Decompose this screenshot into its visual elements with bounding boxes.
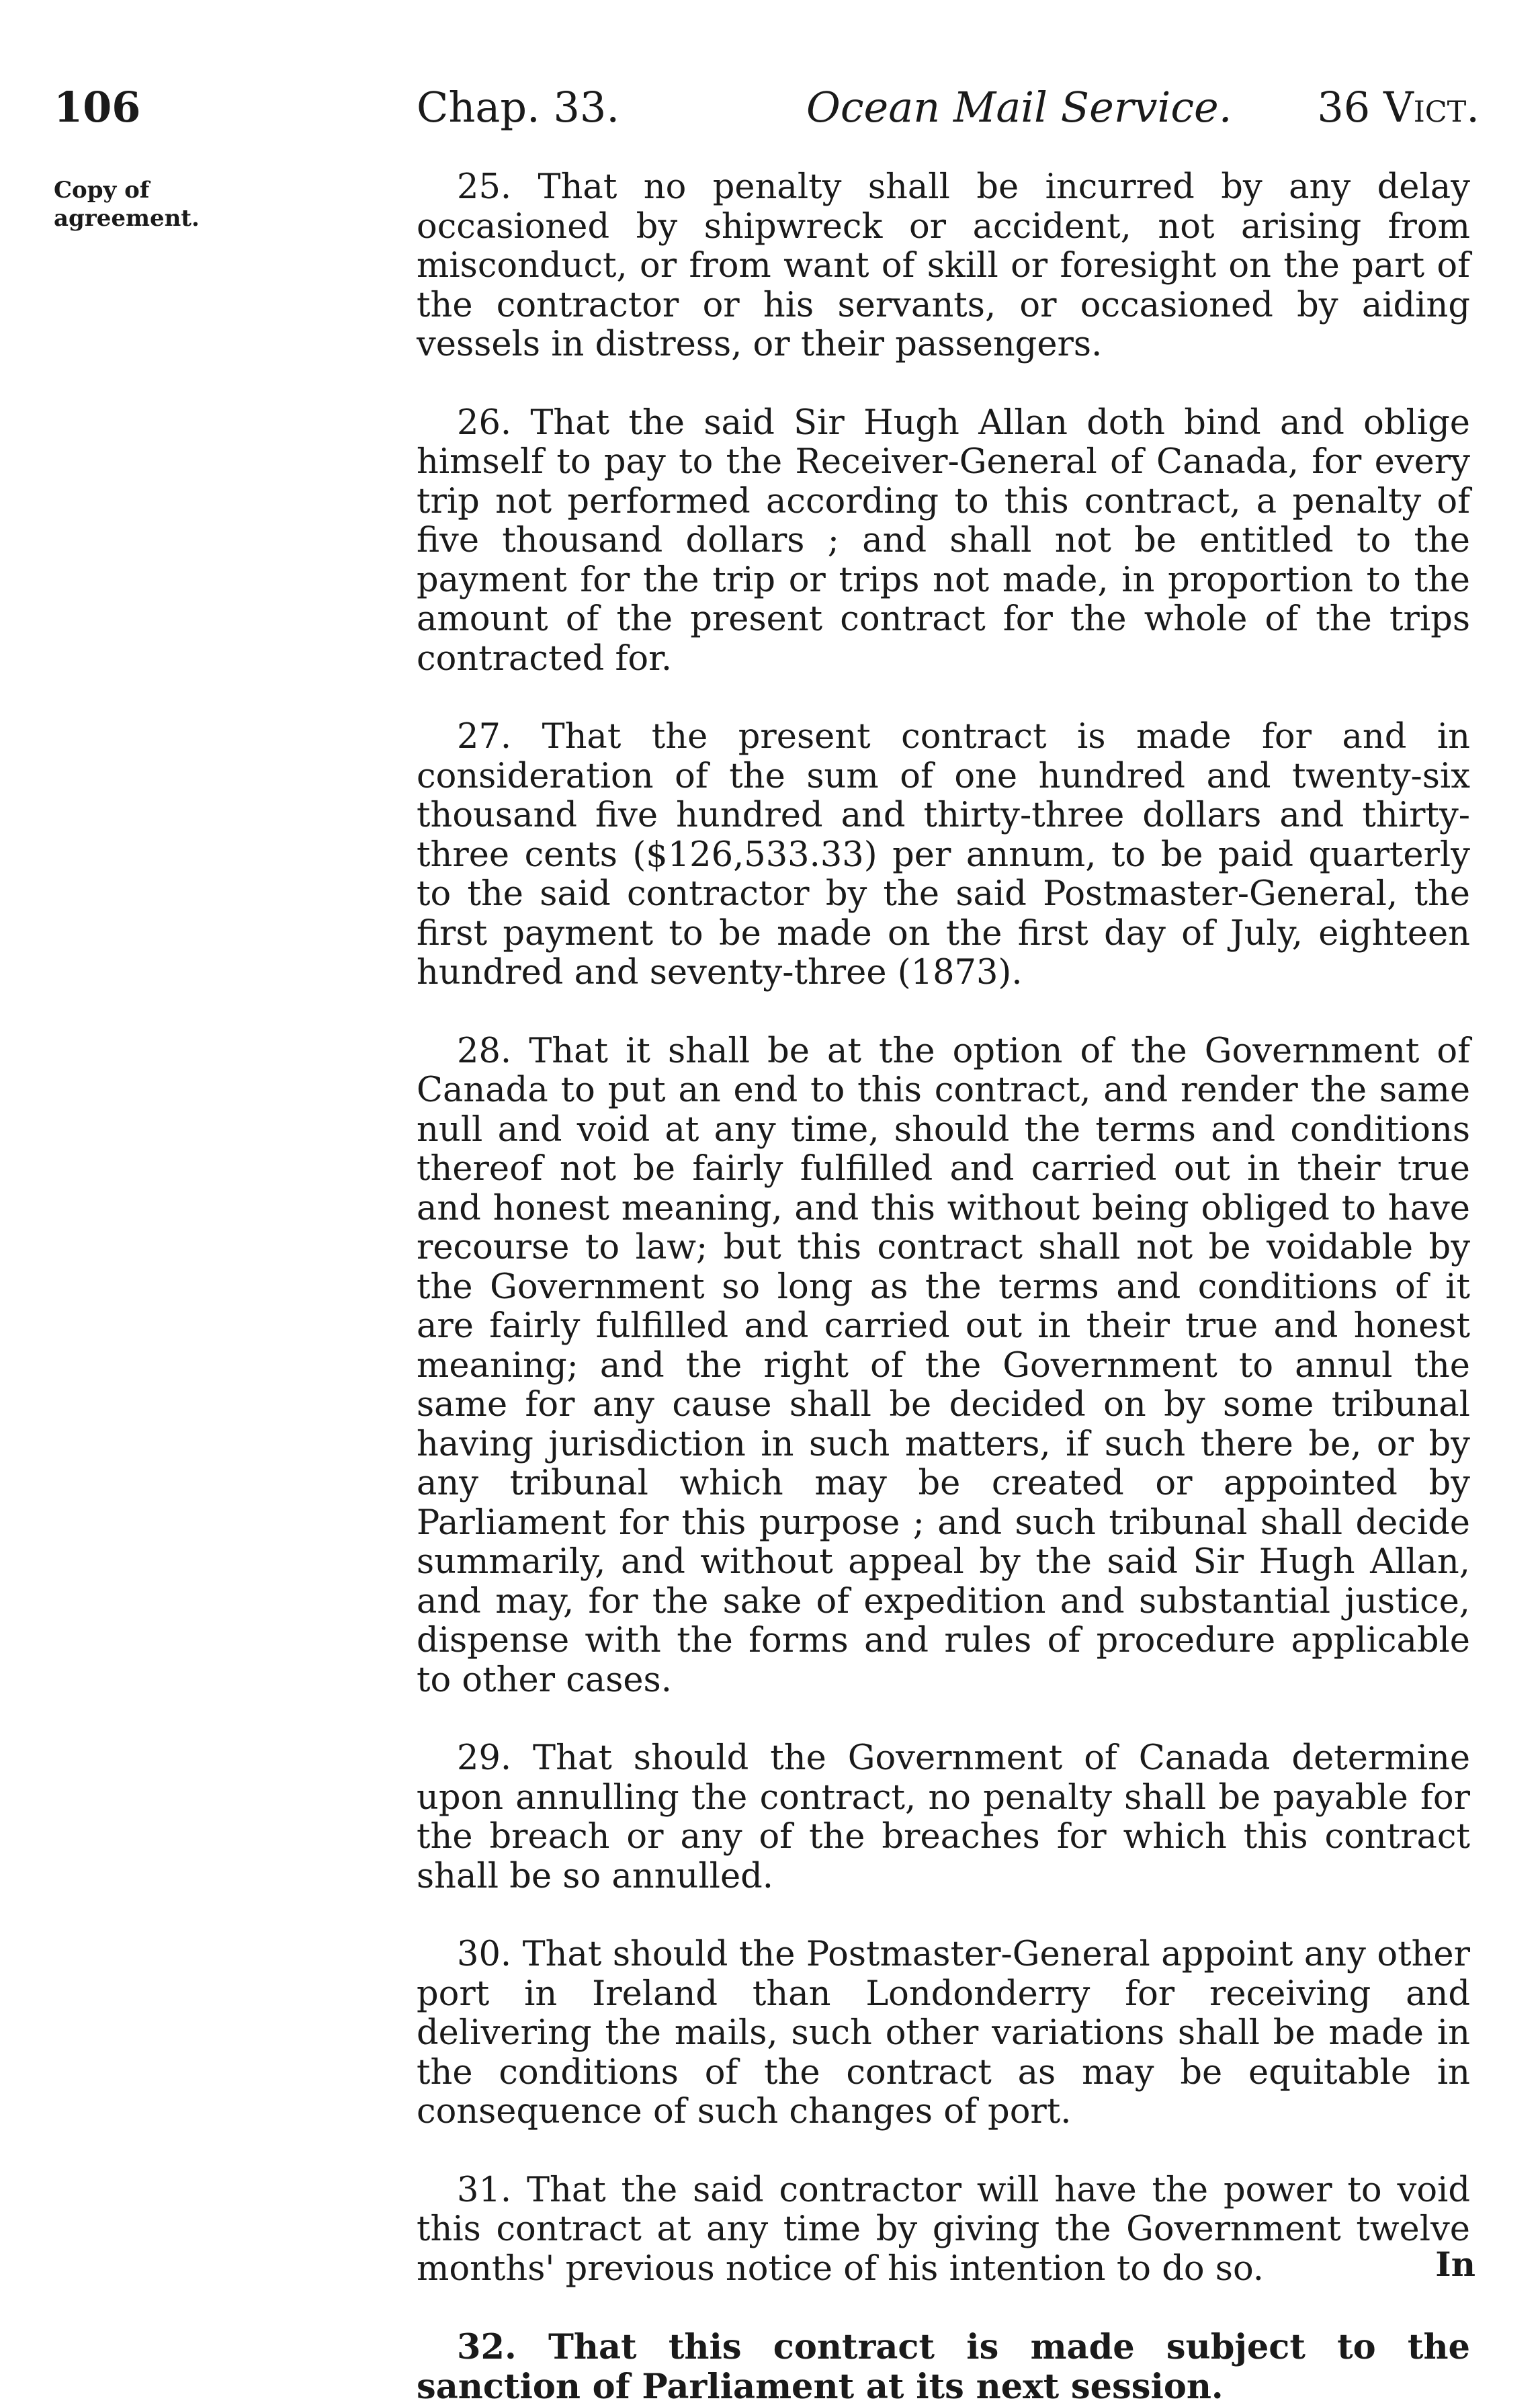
paragraph-30: 30. That should the Postmaster-General appoint any other port in Ireland than Londonderry for receiving and delivering the mails, such other variations shall be made in the conditions of the contract as may be equitable in consequence of such changes of port. [417,1935,1470,2131]
paragraph-29: 29. That should the Government of Canada determine upon annulling the contract, no penalty shall be payable for the breach or any of the breaches for which this contract shall be so annulled. [417,1738,1470,1896]
regnal-year: 36 Vict. [1317,83,1480,132]
margin-note [54,176,376,233]
margin-note-line: agreement. [54,205,200,232]
chapter-label: Chap. 33. [417,83,620,132]
body-text [417,168,1470,2406]
margin-note-line: Copy of [54,177,150,204]
paragraph-26: 26. That the said Sir Hugh Allan doth bind and oblige himself to pay to the Receiver-General of Canada, for every trip not performed according to this contract, a penalty of five thousand dollars ; and shall not be entitled to the payment for the trip or trips not made, in proportion to the amount of the present contract for the whole of the trips contracted for. [417,403,1470,679]
running-header [54,81,1486,141]
paragraph-32: 32. That this contract is made subject to the sanction of Parliament at its next session. [417,2327,1470,2407]
page-number: 106 [54,83,141,132]
paragraph-31: 31. That the said contractor will have the power to void this contract at any time by giving the Government twelve months' previous notice of his intention to do so. [417,2170,1470,2289]
paragraph-27: 27. That the present contract is made for and in consideration of the sum of one hundred and twenty-six thousand five hundred and thirty-three dollars and thirty-three cents ($126,533.33) per annum, to be paid quarterly to the said contractor by the said Postmaster-General, the first payment to be made on the first day of July, eighteen hundred and seventy-three (1873). [417,717,1470,993]
paragraph-28: 28. That it shall be at the option of the Government of Canada to put an end to this contract, and render the same null and void at any time, should the terms and conditions thereof not be fairly fulfilled and carried out in their true and honest meaning, and this without being obliged to have recourse to law; but this contract shall not be voidable by the Government so long as the terms and conditions of it are fairly fulfilled and carried out in their true and honest meaning; and the right of the Government to annul the same for any cause shall be decided on by some tribunal having jurisdiction in such matters, if such there be, or by any tribunal which may be created or appointed by Parliament for this purpose ; and such tribunal shall decide summarily, and without appeal by the said Sir Hugh Allan, and may, for the sake of expedition and substantial justice, dispense with the forms and rules of procedure applicable to other cases. [417,1031,1470,1700]
catchword: In [1435,2244,1475,2284]
paragraph-25: 25. That no penalty shall be incurred by any delay occasioned by shipwreck or accident, not arising from misconduct, or from want of skill or foresight on the part of the contractor or his servants, or occasioned by aiding vessels in distress, or their passengers. [417,167,1470,364]
running-title: Ocean Mail Service. [806,83,1232,132]
